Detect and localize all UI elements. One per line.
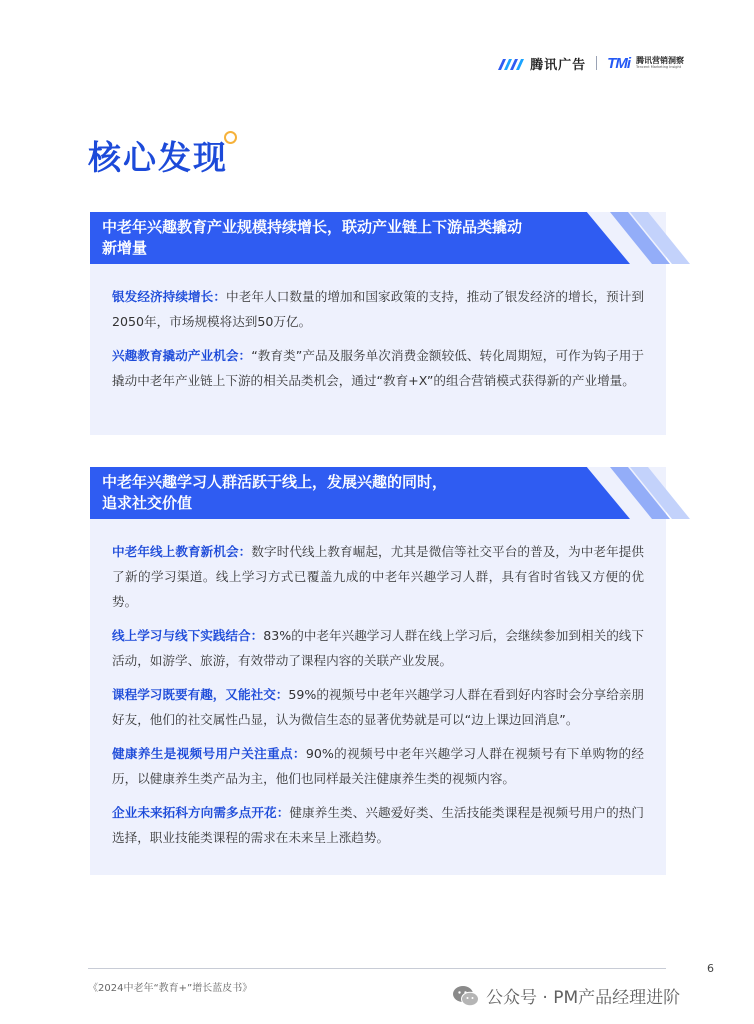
section-heading-line: 追求社交价值 [102,494,193,512]
finding-text: 59%的视频号中老年兴趣学习人群在看到好内容时会分享给亲朋好友，他们的社交属性凸显，认为微信生态的显著优势就是可以“边上课边回消息”。 [112,687,644,727]
document-title: 《2024中老年“教育+”增长蓝皮书》 [88,983,253,994]
tmi-label-en: Tencent Marketing Insight [636,64,682,69]
section-heading-2 [102,472,607,514]
finding-text: 健康养生类、兴趣爱好类、生活技能类课程是视频号用户的热门选择，职业技能类课程的需求在未来呈上涨趋势。 [112,805,645,845]
finding-paragraph [112,741,644,791]
finding-paragraph [112,623,644,673]
tmi-logo: TMi [607,54,630,72]
wechat-icon [452,985,480,1007]
tencent-ads-logo-icon [498,56,524,70]
section-heading-line: 中老年兴趣学习人群活跃于线上，发展兴趣的同时， [102,473,448,491]
finding-card-2 [90,467,666,875]
section-heading-line: 新增量 [102,239,148,257]
finding-card-1 [90,212,666,435]
finding-key: 企业未来拓科方向需多点开花： [112,805,290,820]
brand-divider [596,56,597,70]
watermark-text: 公众号 · PM产品经理进阶 [486,988,681,1008]
finding-paragraph [112,343,644,393]
finding-key: 健康养生是视频号用户关注重点： [112,746,306,761]
section-body-1 [112,284,644,402]
finding-key: 线上学习与线下实践结合： [112,628,264,643]
finding-key: 中老年线上教育新机会： [112,544,252,559]
section-heading-line: 中老年兴趣教育产业规模持续增长，联动产业链上下游品类撬动 [102,218,523,236]
header-brand [498,52,684,74]
finding-key: 课程学习既要有趣，又能社交： [112,687,289,702]
finding-text: 90%的视频号中老年兴趣学习人群在视频号有下单购物的经历，以健康养生类产品为主，他们也同样最关注健康养生类的视频内容。 [112,746,645,786]
finding-text: 中老年人口数量的增加和国家政策的支持，推动了银发经济的增长，预计到2050年，市场规模将达到50万亿。 [112,289,645,329]
finding-key: 银发经济持续增长： [112,289,227,304]
watermark [452,983,680,1008]
section-body-2 [112,539,644,859]
finding-text: 83%的中老年兴趣学习人群在线上学习后，会继续参加到相关的线下活动，如游学、旅游，有效带动了课程内容的关联产业发展。 [112,628,644,668]
tmi-label-cn: 腾讯营销洞察 [636,55,684,65]
finding-paragraph [112,539,644,614]
finding-text: 数字时代线上教育崛起，尤其是微信等社交平台的普及，为中老年提供了新的学习渠道。线上学习方式已覆盖九成的中老年兴趣学习人群，具有省时省钱又方便的优势。 [112,544,645,609]
finding-paragraph [112,284,644,334]
section-heading-1 [102,217,607,259]
footer-divider [88,968,666,969]
title-ring-icon [224,131,237,144]
finding-paragraph [112,682,644,732]
brand-primary: 腾讯广告 [530,57,587,73]
page-title: 核心发现 [88,138,228,177]
finding-paragraph [112,800,644,850]
page-number: 6 [707,962,714,975]
finding-text: “教育类”产品及服务单次消费金额较低、转化周期短，可作为钩子用于撬动中老年产业链上下游的相关品类机会，通过“教育+X”的组合营销模式获得新的产业增量。 [112,348,644,388]
finding-key: 兴趣教育撬动产业机会： [112,348,252,363]
tmi-label [636,57,684,70]
